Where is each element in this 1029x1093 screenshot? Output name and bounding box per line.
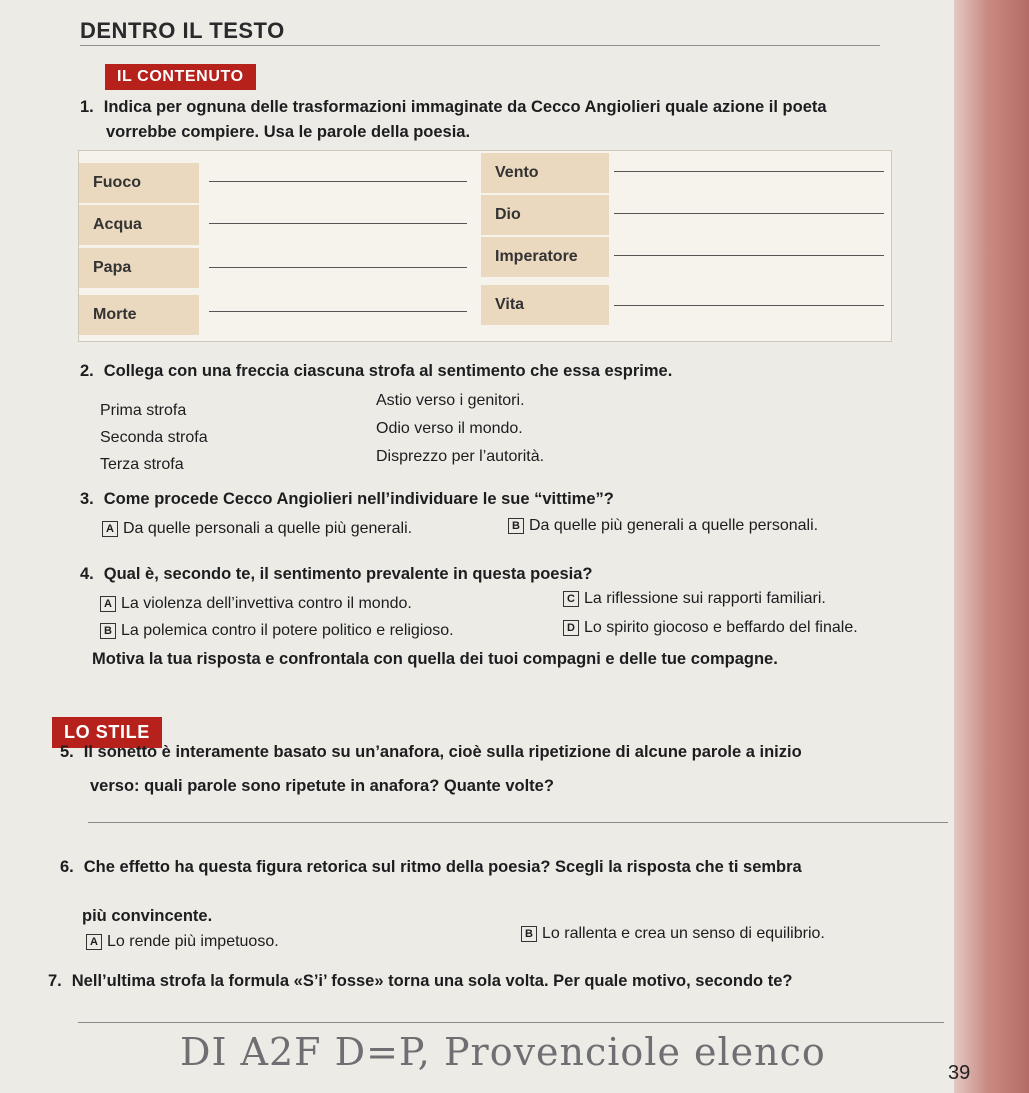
option-letter-box: B: [521, 926, 537, 942]
label-papa: Papa: [79, 248, 199, 288]
strofa-3[interactable]: Terza strofa: [100, 456, 184, 473]
option-letter-box: A: [100, 596, 116, 612]
question-number: 2.: [80, 362, 94, 380]
answer-line-dio[interactable]: [614, 213, 884, 214]
label-dio: Dio: [481, 195, 609, 235]
question-text: Indica per ognuna delle trasformazioni immaginate da Cecco Angiolieri quale azione il poeta: [103, 98, 827, 116]
question-6: [60, 858, 802, 877]
section-title: DENTRO IL TESTO: [80, 18, 285, 43]
question-number: 3.: [80, 490, 94, 508]
question-number: 4.: [80, 565, 94, 583]
option-text: Da quelle personali a quelle più generali.: [123, 520, 413, 537]
question-number: 7.: [48, 972, 62, 990]
option-text: Da quelle più generali a quelle personali.: [529, 517, 819, 534]
answer-line-vento[interactable]: [614, 171, 884, 172]
question-4: [80, 565, 592, 584]
option-letter-box: C: [563, 591, 579, 607]
question-text: Collega con una freccia ciascuna strofa al sentimento che essa esprime.: [103, 362, 673, 380]
question-3: [80, 490, 614, 509]
strofa-1[interactable]: Prima strofa: [100, 402, 187, 419]
q4-option-c[interactable]: [563, 590, 826, 608]
q6-option-b[interactable]: [521, 925, 825, 943]
q3-option-a[interactable]: [102, 520, 412, 538]
answer-line-morte[interactable]: [209, 311, 467, 312]
option-text: Lo rallenta e crea un senso di equilibrio.: [542, 925, 825, 942]
answer-line-fuoco[interactable]: [209, 181, 467, 182]
label-vita: Vita: [481, 285, 609, 325]
title-rule: [80, 45, 880, 46]
sentimento-3[interactable]: Disprezzo per l’autorità.: [376, 448, 545, 465]
q4-followup: Motiva la tua risposta e confrontala con quella dei tuoi compagni e delle tue compagne.: [92, 650, 778, 668]
page-number: 39: [948, 1062, 971, 1084]
adjacent-page-edge: [954, 0, 1029, 1093]
answer-line-q5[interactable]: [88, 822, 948, 823]
question-5: [60, 743, 802, 762]
handwritten-answer: DI A2F D=P, Provenciole elenco: [180, 1030, 826, 1074]
sentimento-2[interactable]: Odio verso il mondo.: [376, 420, 523, 437]
strofa-2[interactable]: Seconda strofa: [100, 429, 208, 446]
q4-option-a[interactable]: [100, 595, 412, 613]
question-2: [80, 362, 672, 381]
question-text: Come procede Cecco Angiolieri nell’individuare le sue “vittime”?: [103, 490, 614, 508]
question-text: Che effetto ha questa figura retorica sul ritmo della poesia? Scegli la risposta che ti sembra: [83, 858, 802, 876]
option-text: La polemica contro il potere politico e religioso.: [121, 622, 454, 639]
q3-option-b[interactable]: [508, 517, 818, 535]
label-fuoco: Fuoco: [79, 163, 199, 203]
label-vento: Vento: [481, 153, 609, 193]
question-7: [48, 972, 792, 991]
answer-line-acqua[interactable]: [209, 223, 467, 224]
label-morte: Morte: [79, 295, 199, 335]
question-5-line2: verso: quali parole sono ripetute in anafora? Quante volte?: [90, 777, 554, 795]
option-letter-box: B: [100, 623, 116, 639]
question-number: 5.: [60, 743, 74, 761]
answer-line-imperatore[interactable]: [614, 255, 884, 256]
sentimento-1[interactable]: Astio verso i genitori.: [376, 392, 525, 409]
label-acqua: Acqua: [79, 205, 199, 245]
answer-line-vita[interactable]: [614, 305, 884, 306]
style-tag: LO STILE: [52, 717, 162, 748]
question-1: [80, 98, 827, 117]
content-tag: IL CONTENUTO: [105, 64, 256, 90]
option-text: Lo rende più impetuoso.: [107, 933, 279, 950]
answer-line-q7[interactable]: [78, 1022, 944, 1023]
question-6-line2: più convincente.: [82, 907, 213, 925]
answer-line-papa[interactable]: [209, 267, 467, 268]
option-letter-box: B: [508, 518, 524, 534]
q4-option-b[interactable]: [100, 622, 454, 640]
question-text: Qual è, secondo te, il sentimento prevalente in questa poesia?: [103, 565, 593, 583]
option-letter-box: D: [563, 620, 579, 636]
option-letter-box: A: [86, 934, 102, 950]
transformations-table: [78, 150, 892, 342]
question-number: 6.: [60, 858, 74, 876]
q4-option-d[interactable]: [563, 619, 858, 637]
question-text: Nell’ultima strofa la formula «S’i’ fosse» torna una sola volta. Per quale motivo, secondo te?: [71, 972, 793, 990]
option-letter-box: A: [102, 521, 118, 537]
option-text: La riflessione sui rapporti familiari.: [584, 590, 826, 607]
option-text: Lo spirito giocoso e beffardo del finale.: [584, 619, 858, 636]
q6-option-a[interactable]: [86, 933, 279, 951]
question-text: Il sonetto è interamente basato su un’anafora, cioè sulla ripetizione di alcune parole a inizio: [83, 743, 802, 761]
question-number: 1.: [80, 98, 94, 116]
label-imperatore: Imperatore: [481, 237, 609, 277]
option-text: La violenza dell’invettiva contro il mondo.: [121, 595, 412, 612]
question-1-line2: vorrebbe compiere. Usa le parole della poesia.: [106, 123, 471, 141]
